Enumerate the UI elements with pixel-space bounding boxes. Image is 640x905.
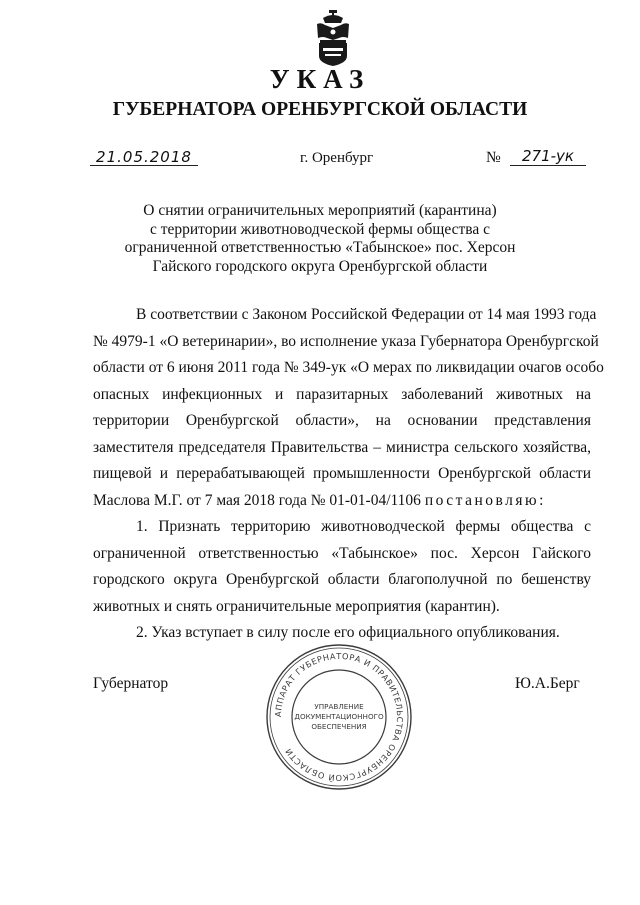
decree-body (93, 302, 604, 647)
body-line: опасных инфекционных и паразитарных заболеваний животных на (93, 385, 591, 403)
body-line: заместителя председателя Правительства – министра сельского хозяйства, (93, 438, 591, 456)
decree-heading (0, 202, 640, 276)
body-line: городского округа Оренбургской области благополучной по бешенству (93, 571, 591, 588)
decree-word: постановляю: (424, 491, 546, 509)
decree-number: 271-ук (510, 148, 586, 166)
document-subtitle: ГУБЕРНАТОРА ОРЕНБУРГСКОЙ ОБЛАСТИ (112, 99, 528, 120)
body-line: В соответствии с Законом Российской Федерации от 14 мая 1993 года (136, 306, 597, 323)
heading-line: О снятии ограничительных мероприятий (карантина) (143, 202, 497, 219)
seal-center-line: ДОКУМЕНТАЦИОННОГО (294, 712, 384, 721)
document-title: УКАЗ (269, 64, 371, 94)
signature-name: Ю.А.Берг (515, 675, 580, 692)
body-line: области от 6 июня 2011 года № 349-ук «О мерах по ликвидации очагов особо (93, 359, 604, 376)
heading-line: с территории животноводческой фермы общества с (149, 220, 491, 238)
coat-of-arms-emblem (313, 10, 353, 66)
body-line: 1. Признать территорию животноводческой фермы общества с (136, 518, 591, 535)
body-line: пищевой и перерабатывающей промышленности Оренбургской области (93, 465, 591, 482)
body-line: 2. Указ вступает в силу после его официального опубликования. (136, 624, 560, 641)
seal-center-line: ОБЕСПЕЧЕНИЯ (311, 722, 367, 731)
seal-ring-text: АППАРАТ ГУБЕРНАТОРА И ПРАВИТЕЛЬСТВА ОРЕНБУРГСКОЙ ОБЛАСТИ (272, 650, 406, 784)
official-seal-stamp (265, 643, 413, 791)
signature-position: Губернатор (93, 675, 169, 692)
body-line: № 4979-1 «О ветеринарии», во исполнение указа Губернатора Оренбургской (93, 332, 599, 350)
number-label: № (486, 149, 501, 166)
body-line: территории Оренбургской области», на основании представления (93, 412, 591, 429)
heading-line: Гайского городского округа Оренбургской области (152, 257, 488, 275)
city-label: г. Оренбург (300, 150, 374, 166)
body-line (93, 488, 591, 515)
body-line: животных и снять ограничительные мероприятия (карантин). (93, 597, 500, 615)
seal-center-line: УПРАВЛЕНИЕ (314, 702, 364, 711)
heading-line: ограниченной ответственностью «Табынское» пос. Херсон (124, 239, 516, 256)
decree-date: 21.05.2018 (90, 149, 198, 166)
body-text: Маслова М.Г. от 7 мая 2018 года № 01-01-04/1106 (93, 491, 425, 509)
body-line: ограниченной ответственностью «Табынское» пос. Херсон Гайского (93, 544, 591, 562)
